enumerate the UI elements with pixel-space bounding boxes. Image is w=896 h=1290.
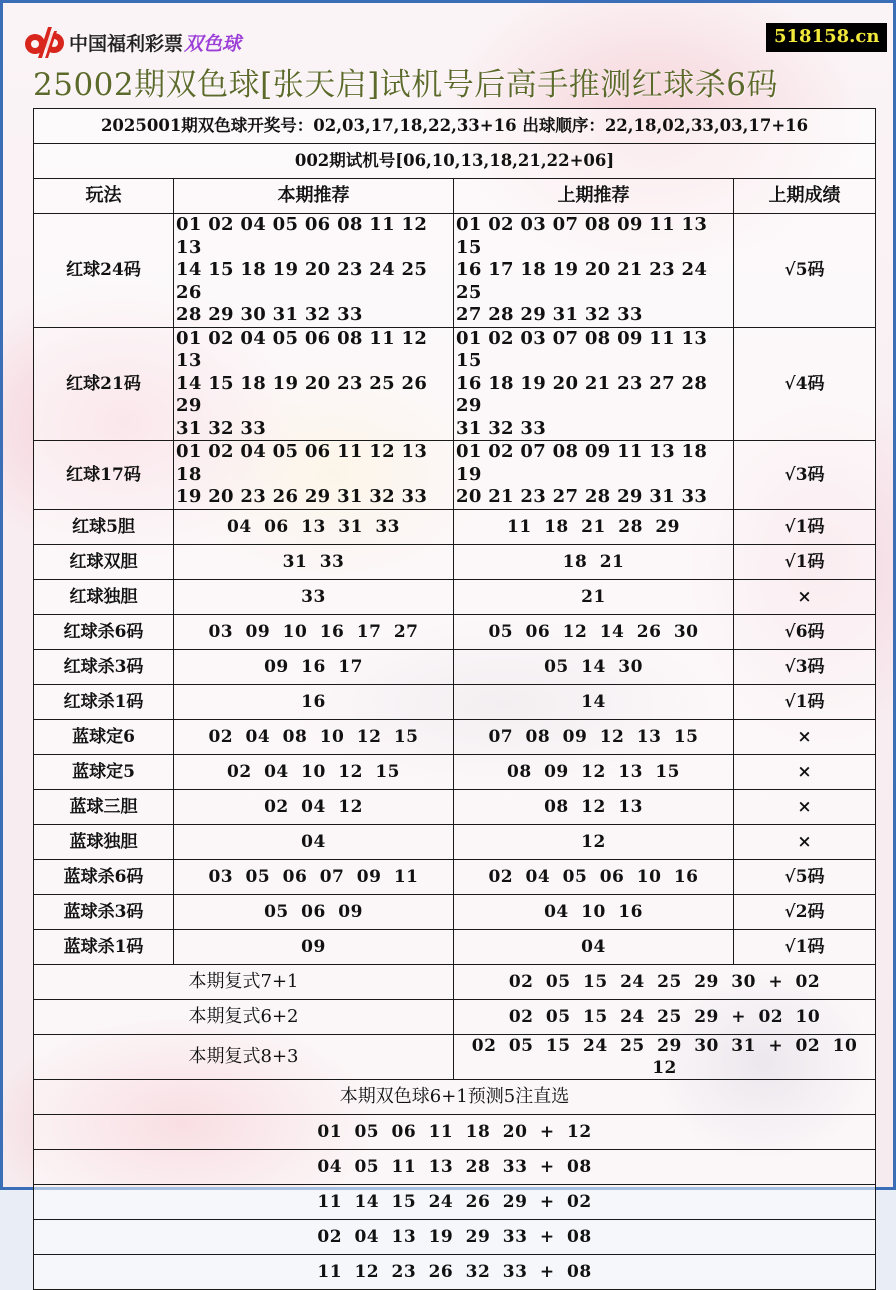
pick-numbers: 11 14 15 24 26 29 + 02	[34, 1184, 876, 1219]
lottery-logo	[21, 25, 241, 59]
number-line: 28 29 30 31 32 33	[176, 304, 363, 325]
previous-result: ×	[734, 754, 876, 789]
play-label: 蓝球定5	[34, 754, 174, 789]
table-row	[34, 929, 876, 964]
number-line: 16 18 19 20 21 23 27 28 29	[456, 372, 708, 416]
compound-numbers: 02 05 15 24 25 29 30 + 02	[454, 964, 876, 999]
previous-numbers	[454, 441, 734, 510]
current-numbers: 09 16 17	[174, 649, 454, 684]
previous-numbers: 18 21	[454, 544, 734, 579]
play-label: 红球杀3码	[34, 649, 174, 684]
compound-label: 本期复式8+3	[34, 1034, 454, 1079]
play-label: 蓝球独胆	[34, 824, 174, 859]
number-line: 14 15 18 19 20 23 25 26 29	[176, 372, 428, 416]
table-row	[34, 789, 876, 824]
table-row	[34, 754, 876, 789]
play-label: 红球24码	[34, 214, 174, 328]
draw-result: 2025001期双色球开奖号：02,03,17,18,22,33+16 出球顺序：22,18,02,33,03,17+16	[34, 109, 876, 144]
current-numbers: 31 33	[174, 544, 454, 579]
play-label: 红球21码	[34, 327, 174, 441]
number-line: 16 17 18 19 20 21 23 24 25	[456, 259, 708, 303]
picks-title-row	[34, 1079, 876, 1114]
previous-result: ×	[734, 824, 876, 859]
column-header-result: 上期成绩	[734, 179, 876, 214]
play-label: 蓝球杀1码	[34, 929, 174, 964]
previous-numbers: 21	[454, 579, 734, 614]
pick-row	[34, 1149, 876, 1184]
current-numbers: 04 06 13 31 33	[174, 509, 454, 544]
current-numbers: 03 09 10 16 17 27	[174, 614, 454, 649]
previous-result: √1码	[734, 509, 876, 544]
compound-label: 本期复式6+2	[34, 999, 454, 1034]
number-line: 31 32 33	[456, 417, 547, 439]
previous-result: √1码	[734, 544, 876, 579]
number-line: 01 02 04 05 06 08 11 12 13	[176, 214, 428, 258]
current-numbers: 05 06 09	[174, 894, 454, 929]
number-line: 20 21 23 27 28 29 31 33	[456, 486, 708, 507]
play-label: 红球5胆	[34, 509, 174, 544]
page-title: 25002期双色球[张天启]试机号后高手推测红球杀6码	[33, 67, 779, 103]
logo-text: 中国福利彩票	[69, 32, 184, 55]
current-numbers: 09	[174, 929, 454, 964]
previous-result: √1码	[734, 684, 876, 719]
previous-result: √5码	[734, 859, 876, 894]
number-line: 19 20 23 26 29 31 32 33	[176, 486, 428, 507]
previous-numbers: 14	[454, 684, 734, 719]
table-row	[34, 509, 876, 544]
previous-numbers: 07 08 09 12 13 15	[454, 719, 734, 754]
current-numbers	[174, 214, 454, 328]
compound-row	[34, 999, 876, 1034]
number-line: 01 02 04 05 06 11 12 13 18	[176, 441, 428, 485]
column-header-play: 玩法	[34, 179, 174, 214]
previous-numbers: 02 04 05 06 10 16	[454, 859, 734, 894]
table-row	[34, 719, 876, 754]
column-header-previous: 上期推荐	[454, 179, 734, 214]
pick-numbers: 11 12 23 26 32 33 + 08	[34, 1254, 876, 1289]
previous-result: √5码	[734, 214, 876, 328]
current-numbers	[174, 327, 454, 441]
compound-label: 本期复式7+1	[34, 964, 454, 999]
welfare-lottery-logo-icon	[21, 25, 67, 59]
play-label: 红球独胆	[34, 579, 174, 614]
picks-title: 本期双色球6+1预测5注直选	[34, 1079, 876, 1114]
compound-numbers: 02 05 15 24 25 29 + 02 10	[454, 999, 876, 1034]
table-row	[34, 214, 876, 328]
table-row	[34, 859, 876, 894]
pick-row	[34, 1184, 876, 1219]
previous-result: ×	[734, 579, 876, 614]
test-number-row	[34, 144, 876, 179]
number-line: 31 32 33	[176, 417, 267, 439]
pick-row	[34, 1219, 876, 1254]
previous-numbers: 04 10 16	[454, 894, 734, 929]
current-numbers: 03 05 06 07 09 11	[174, 859, 454, 894]
current-numbers: 02 04 08 10 12 15	[174, 719, 454, 754]
table-row	[34, 894, 876, 929]
pick-row	[34, 1114, 876, 1149]
table-row	[34, 824, 876, 859]
previous-numbers: 11 18 21 28 29	[454, 509, 734, 544]
table-row	[34, 614, 876, 649]
previous-result: √3码	[734, 441, 876, 510]
test-number: 002期试机号[06,10,13,18,21,22+06]	[34, 144, 876, 179]
compound-row	[34, 1034, 876, 1079]
pick-numbers: 02 04 13 19 29 33 + 08	[34, 1219, 876, 1254]
table-row	[34, 579, 876, 614]
number-line: 01 02 07 08 09 11 13 18 19	[456, 441, 708, 485]
current-numbers: 04	[174, 824, 454, 859]
current-numbers: 33	[174, 579, 454, 614]
site-badge[interactable]: 518158.cn	[766, 23, 887, 52]
previous-result: √4码	[734, 327, 876, 441]
previous-numbers: 05 14 30	[454, 649, 734, 684]
number-line: 14 15 18 19 20 23 24 25 26	[176, 259, 428, 303]
number-line: 01 02 04 05 06 08 11 12 13	[176, 327, 428, 371]
play-label: 蓝球定6	[34, 719, 174, 754]
play-label: 红球双胆	[34, 544, 174, 579]
play-label: 红球杀6码	[34, 614, 174, 649]
pick-row	[34, 1254, 876, 1289]
compound-numbers: 02 05 15 24 25 29 30 31 + 02 10 12	[454, 1034, 876, 1079]
previous-numbers: 08 12 13	[454, 789, 734, 824]
column-header-current: 本期推荐	[174, 179, 454, 214]
prediction-table	[33, 108, 876, 1290]
table-row	[34, 327, 876, 441]
current-numbers	[174, 441, 454, 510]
compound-row	[34, 964, 876, 999]
table-row	[34, 684, 876, 719]
pick-numbers: 04 05 11 13 28 33 + 08	[34, 1149, 876, 1184]
table-row	[34, 544, 876, 579]
previous-numbers: 08 09 12 13 15	[454, 754, 734, 789]
previous-numbers	[454, 214, 734, 328]
previous-numbers	[454, 327, 734, 441]
current-numbers: 16	[174, 684, 454, 719]
number-line: 01 02 03 07 08 09 11 13 15	[456, 214, 708, 258]
play-label: 红球17码	[34, 441, 174, 510]
number-line: 27 28 29 31 32 33	[456, 304, 643, 325]
previous-result: √3码	[734, 649, 876, 684]
play-label: 蓝球杀6码	[34, 859, 174, 894]
table-row	[34, 649, 876, 684]
previous-numbers: 12	[454, 824, 734, 859]
play-label: 红球杀1码	[34, 684, 174, 719]
previous-numbers: 05 06 12 14 26 30	[454, 614, 734, 649]
previous-result: √2码	[734, 894, 876, 929]
previous-result: √6码	[734, 614, 876, 649]
play-label: 蓝球杀3码	[34, 894, 174, 929]
previous-result: ×	[734, 719, 876, 754]
logo-game-name: 双色球	[184, 32, 242, 55]
draw-result-row	[34, 109, 876, 144]
play-label: 蓝球三胆	[34, 789, 174, 824]
current-numbers: 02 04 12	[174, 789, 454, 824]
pick-numbers: 01 05 06 11 18 20 + 12	[34, 1114, 876, 1149]
previous-result: ×	[734, 789, 876, 824]
previous-result: √1码	[734, 929, 876, 964]
number-line: 01 02 03 07 08 09 11 13 15	[456, 327, 708, 371]
table-header-row	[34, 179, 876, 214]
current-numbers: 02 04 10 12 15	[174, 754, 454, 789]
table-row	[34, 441, 876, 510]
previous-numbers: 04	[454, 929, 734, 964]
